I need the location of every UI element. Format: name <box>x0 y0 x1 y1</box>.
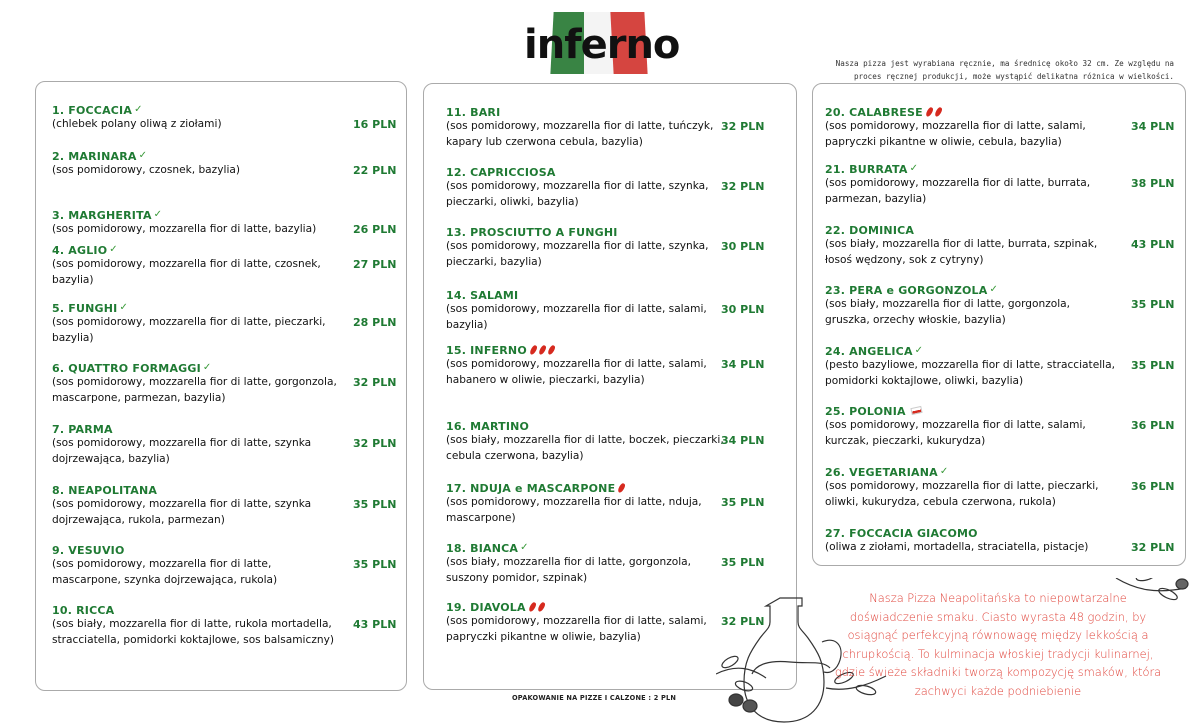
menu-column-2 <box>423 83 797 690</box>
menu-item <box>52 362 397 406</box>
menu-item-price: 16 PLN <box>353 118 397 131</box>
menu-item-title: 12. CAPRICCIOSA <box>446 166 556 179</box>
menu-item-title: 10. RICCA <box>52 604 115 617</box>
menu-item-price: 34 PLN <box>721 434 765 447</box>
menu-item-ingredients: (sos pomidorowy, mozzarella fior di latte, salami, papryczki pikantne w oliwie, cebula, bazylia) <box>825 120 1086 148</box>
menu-item-title: 13. PROSCIUTTO A FUNGHI <box>446 226 618 239</box>
menu-item-price: 32 PLN <box>721 120 765 133</box>
leaf-icon: ✓ <box>520 542 529 553</box>
menu-item-name <box>446 542 736 555</box>
menu-item-name <box>52 104 342 117</box>
size-note: Nasza pizza jest wyrabiana ręcznie, ma średnicę około 32 cm. Ze względu na proces ręcznej produkcji, może wystąpić delikatna różnica w wielkości. <box>835 59 1174 81</box>
menu-item <box>52 302 397 346</box>
menu-column-1 <box>35 81 407 691</box>
menu-item <box>52 150 397 179</box>
menu-item-ingredients: (sos pomidorowy, mozzarella fior di latte, gorgonzola, mascarpone, parmezan, bazylia) <box>52 376 337 404</box>
menu-item-name <box>825 106 1115 119</box>
menu-item-price: 26 PLN <box>353 223 397 236</box>
menu-item-name <box>52 362 342 375</box>
menu-item-ingredients: (sos pomidorowy, mozzarella fior di latte, pieczarki, bazylia) <box>52 316 326 344</box>
chili-icon <box>547 344 556 355</box>
menu-item-name <box>52 423 342 436</box>
menu-item-name <box>825 345 1115 358</box>
menu-item-ingredients: (oliwa z ziołami, mortadella, straciatella, pistacje) <box>825 541 1089 553</box>
menu-item-title: 3. MARGHERITA <box>52 209 152 222</box>
menu-item-title: 2. MARINARA <box>52 150 137 163</box>
menu-item-price: 22 PLN <box>353 164 397 177</box>
leaf-icon: ✓ <box>202 362 212 373</box>
menu-item-price: 30 PLN <box>721 240 765 253</box>
menu-item-name <box>446 601 736 614</box>
menu-item-ingredients: (sos pomidorowy, mozzarella fior di latte, szynka dojrzewająca, rukola, parmezan) <box>52 498 312 526</box>
menu-item-name <box>825 527 1115 540</box>
chili-icon <box>617 482 626 493</box>
menu-item-title: 5. FUNGHI <box>52 302 118 315</box>
menu-item <box>446 106 765 150</box>
menu-item-price: 32 PLN <box>1131 541 1175 554</box>
menu-item <box>825 345 1175 389</box>
menu-item <box>446 601 765 645</box>
menu-item-price: 32 PLN <box>353 437 397 450</box>
menu-item-price: 32 PLN <box>721 615 765 628</box>
menu-item-price: 34 PLN <box>1131 120 1175 133</box>
menu-item-price: 27 PLN <box>353 258 397 271</box>
menu-item-ingredients: (sos biały, mozzarella fior di latte, gorgonzola, suszony pomidor, szpinak) <box>446 556 692 584</box>
menu-item-price: 43 PLN <box>353 618 397 631</box>
leaf-icon: ✓ <box>989 284 999 295</box>
menu-item <box>52 209 397 238</box>
menu-item-title: 1. FOCCACIA <box>52 104 133 117</box>
menu-item-price: 36 PLN <box>1131 480 1175 493</box>
menu-item-title: 15. INFERNO <box>446 344 527 357</box>
menu-item-title: 11. BARI <box>446 106 501 119</box>
menu-item-name <box>446 420 736 433</box>
menu-item-name <box>446 106 736 119</box>
menu-item-name <box>825 224 1115 237</box>
leaf-icon: ✓ <box>109 244 118 255</box>
menu-item-price: 35 PLN <box>721 496 765 509</box>
chili-icon <box>528 601 537 612</box>
menu-item-title: 18. BIANCA <box>446 542 519 555</box>
menu-item <box>825 106 1175 150</box>
menu-item-price: 28 PLN <box>353 316 397 329</box>
menu-item <box>825 163 1175 207</box>
menu-item-ingredients: (sos pomidorowy, mozzarella fior di latte, salami, bazylia) <box>446 303 707 331</box>
menu-item-name <box>446 289 736 302</box>
menu-item-title: 6. QUATTRO FORMAGGI <box>52 362 201 375</box>
leaf-icon: ✓ <box>909 163 919 174</box>
menu-item <box>52 244 397 288</box>
menu-item-price: 38 PLN <box>1131 177 1175 190</box>
menu-item-name <box>446 226 736 239</box>
chili-icon <box>934 106 943 117</box>
chili-icon <box>538 344 547 355</box>
menu-item-title: 27. FOCCACIA GIACOMO <box>825 527 978 540</box>
menu-item <box>825 527 1175 556</box>
menu-item <box>446 226 765 270</box>
menu-item-title: 4. AGLIO <box>52 244 108 257</box>
menu-item <box>825 405 1175 449</box>
menu-item-ingredients: (sos pomidorowy, mozzarella fior di latte, bazylia) <box>52 223 317 235</box>
menu-item-title: 23. PERA e GORGONZOLA <box>825 284 988 297</box>
menu-item <box>446 542 765 586</box>
menu-item-name <box>825 405 1115 418</box>
menu-item-ingredients: (sos pomidorowy, mozzarella fior di latte, szynka, pieczarki, bazylia) <box>446 240 709 268</box>
menu-item-title: 16. MARTINO <box>446 420 530 433</box>
menu-item-ingredients: (sos pomidorowy, mozzarella fior di latte, nduja, mascarpone) <box>446 496 702 524</box>
menu-item-price: 36 PLN <box>1131 419 1175 432</box>
menu-item-title: 7. PARMA <box>52 423 113 436</box>
menu-item-name <box>52 302 342 315</box>
menu-item-name <box>52 209 342 222</box>
brand-logo <box>520 8 680 78</box>
menu-item <box>52 484 397 528</box>
menu-item <box>446 482 765 526</box>
menu-item <box>52 423 397 467</box>
chili-icon <box>529 344 538 355</box>
chili-icon <box>925 106 934 117</box>
menu-item-title: 22. DOMINICA <box>825 224 915 237</box>
menu-item-price: 32 PLN <box>721 180 765 193</box>
menu-item-ingredients: (sos biały, mozzarella fior di latte, boczek, pieczarki, cebula czerwona, bazylia) <box>446 434 724 462</box>
menu-item-price: 34 PLN <box>721 358 765 371</box>
menu-item-title: 24. ANGELICA <box>825 345 913 358</box>
menu-item-name <box>52 244 342 257</box>
promo-text: Nasza Pizza Neapolitańska to niepowtarzalne doświadczenie smaku. Ciasto wyrasta 48 godzin, by osiągnąć perfekcyjną równowagę między lekkością a chrupkością. To kulminacja włoskiej tradycji kulinarnej, gdzie świeże składniki tworzą kompozycję smaków, która zachwyci każde podniebienie <box>834 591 1162 698</box>
leaf-icon: ✓ <box>134 104 143 115</box>
menu-item-price: 35 PLN <box>353 558 397 571</box>
brand-name: inferno <box>524 22 680 68</box>
menu-item-title: 14. SALAMI <box>446 289 519 302</box>
menu-item-ingredients: (sos biały, mozzarella fior di latte, burrata, szpinak, łosoś wędzony, sok z cytryny) <box>825 238 1098 266</box>
menu-item-name <box>52 544 342 557</box>
menu-item-price: 32 PLN <box>353 376 397 389</box>
menu-item-ingredients: (sos biały, mozzarella fior di latte, rukola mortadella, stracciatella, pomidorki koktajlowe, sos balsamiczny) <box>52 618 334 646</box>
menu-item-ingredients: (sos pomidorowy, mozzarella fior di latte, szynka dojrzewająca, bazylia) <box>52 437 312 465</box>
menu-item-ingredients: (pesto bazyliowe, mozzarella fior di latte, stracciatella, pomidorki koktajlowe, oliwki, bazylia) <box>825 359 1115 387</box>
chili-icon <box>537 601 546 612</box>
menu-item <box>52 604 397 648</box>
menu-item-ingredients: (sos biały, mozzarella fior di latte, gorgonzola, gruszka, orzechy włoskie, bazylia) <box>825 298 1071 326</box>
menu-item-ingredients: (sos pomidorowy, mozzarella fior di latte, pieczarki, oliwki, kukurydza, cebula czerwona, rukola) <box>825 480 1099 508</box>
menu-item-ingredients: (sos pomidorowy, mozzarella fior di latte, salami, habanero w oliwie, pieczarki, bazylia) <box>446 358 707 386</box>
menu-item-title: 19. DIAVOLA <box>446 601 526 614</box>
menu-item-name <box>825 163 1115 176</box>
menu-item <box>825 284 1175 328</box>
menu-item-title: 9. VESUVIO <box>52 544 125 557</box>
menu-item-title: 20. CALABRESE <box>825 106 923 119</box>
poland-flag-icon <box>910 406 922 415</box>
menu-item-name <box>825 284 1115 297</box>
menu-item-title: 26. VEGETARIANA <box>825 466 938 479</box>
menu-item-title: 17. NDUJA e MASCARPONE <box>446 482 616 495</box>
menu-item-name <box>825 466 1115 479</box>
menu-item <box>446 289 765 333</box>
menu-item <box>446 166 765 210</box>
menu-item-title: 8. NEAPOLITANA <box>52 484 158 497</box>
menu-item-ingredients: (sos pomidorowy, mozzarella fior di latte, salami, papryczki pikantne w oliwie, bazylia) <box>446 615 707 643</box>
menu-item-ingredients: (sos pomidorowy, mozzarella fior di latte, salami, kurczak, pieczarki, kukurydza) <box>825 419 1086 447</box>
menu-item-ingredients: (sos pomidorowy, mozzarella fior di latte, mascarpone, szynka dojrzewająca, rukola) <box>52 558 278 586</box>
menu-item-price: 35 PLN <box>1131 298 1175 311</box>
leaf-icon: ✓ <box>153 209 163 220</box>
menu-item-ingredients: (sos pomidorowy, mozzarella fior di latte, burrata, parmezan, bazylia) <box>825 177 1091 205</box>
menu-item-ingredients: (sos pomidorowy, mozzarella fior di latte, szynka, pieczarki, oliwki, bazylia) <box>446 180 709 208</box>
leaf-icon: ✓ <box>119 302 129 313</box>
menu-item-name <box>446 482 736 495</box>
menu-item-name <box>52 484 342 497</box>
menu-item-ingredients: (sos pomidorowy, czosnek, bazylia) <box>52 164 241 176</box>
menu-item <box>825 466 1175 510</box>
menu-item-price: 35 PLN <box>721 556 765 569</box>
menu-item-ingredients: (chlebek polany oliwą z ziołami) <box>52 118 222 130</box>
menu-item-price: 35 PLN <box>1131 359 1175 372</box>
menu-item <box>52 104 397 133</box>
menu-column-3 <box>812 83 1186 566</box>
leaf-icon: ✓ <box>914 345 924 356</box>
menu-item <box>446 344 765 388</box>
menu-item-price: 35 PLN <box>353 498 397 511</box>
menu-item-name <box>446 166 736 179</box>
menu-item-ingredients: (sos pomidorowy, mozzarella fior di latte, tuńczyk, kapary lub czerwona cebula, bazylia) <box>446 120 714 148</box>
menu-item-name <box>446 344 736 357</box>
menu-item-name <box>52 604 342 617</box>
menu-item-price: 30 PLN <box>721 303 765 316</box>
menu-item <box>446 420 765 464</box>
menu-item-title: 21. BURRATA <box>825 163 908 176</box>
menu-item-name <box>52 150 342 163</box>
leaf-icon: ✓ <box>138 150 148 161</box>
menu-item-ingredients: (sos pomidorowy, mozzarella fior di latte, czosnek, bazylia) <box>52 258 321 286</box>
menu-item-price: 43 PLN <box>1131 238 1175 251</box>
menu-item <box>825 224 1175 268</box>
menu-item <box>52 544 397 588</box>
packaging-note: OPAKOWANIE NA PIZZE I CALZONE : 2 PLN <box>512 694 677 702</box>
menu-item-title: 25. POLONIA <box>825 405 906 418</box>
leaf-icon: ✓ <box>939 466 949 477</box>
